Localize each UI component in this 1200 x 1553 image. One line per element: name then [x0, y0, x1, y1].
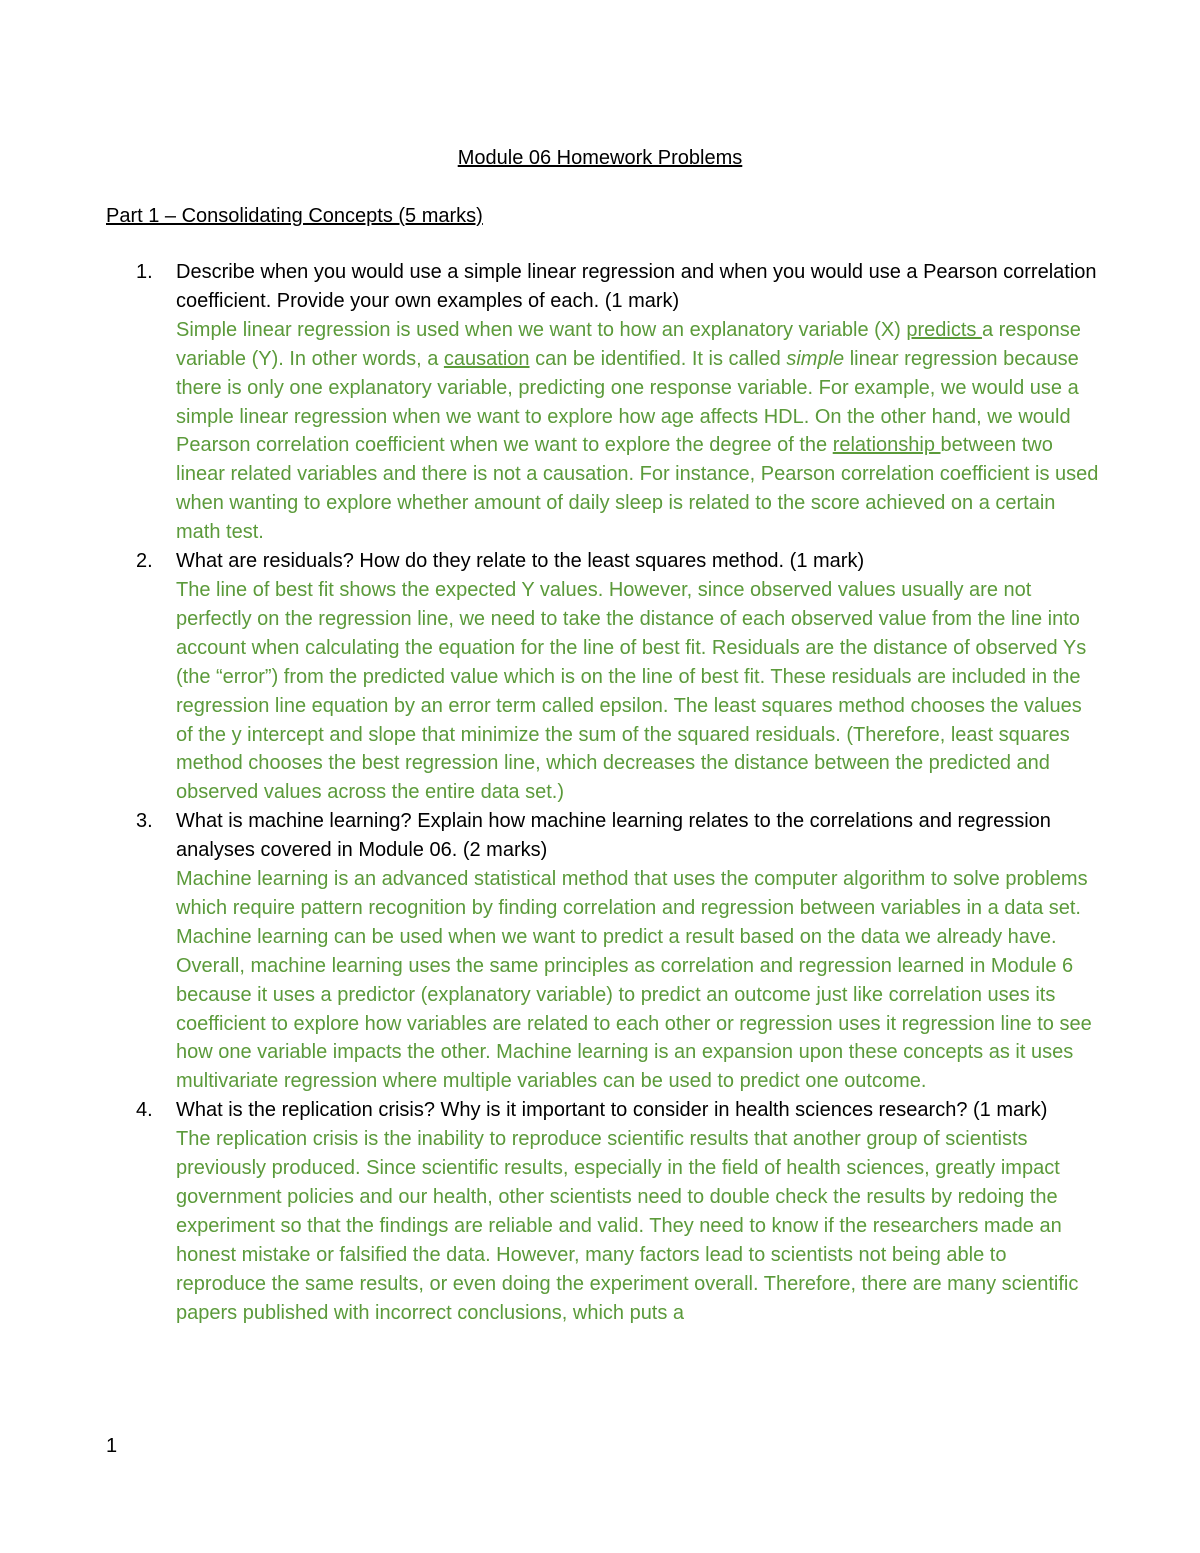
underlined-term: predicts	[906, 318, 982, 341]
answer-text: Machine learning is an advanced statistical method that uses the computer algorithm to solve problems which require pattern recognition by finding correlation and regression between variables in a data set. Machine learning can be used when we want to predict a result based on the data we already have. Overall, machine learning uses the same principles as correlation and regression learned in Module 6 because it uses a predictor (explanatory variable) to predict an outcome just like correlation uses its coefficient to explore how variables are related to each other or regression uses it regression line to see how one variable impacts the other. Machine learning is an expansion upon these concepts as it uses multivariate regression where multiple variables can be used to predict one outcome.	[176, 868, 1092, 1093]
question-number: 3.	[136, 810, 153, 833]
answer-segment: can be identified. It is called	[529, 347, 787, 370]
answer-text: The line of best fit shows the expected Y values. However, since observed values usually are not perfectly on the regression line, we need to take the distance of each observed value from the line into account when calculating the equation for the line of best fit. Residuals are the distance of observed Ys (the “error”) from the predicted value which is on the line of best fit. These residuals are included in the regression line equation by an error term called epsilon. The least squares method chooses the values of the y intercept and slope that minimize the sum of the squared residuals. (Therefore, least squares method chooses the best regression line, which decreases the distance between the predicted and observed values across the entire data set.)	[176, 578, 1087, 804]
question-number: 2.	[136, 550, 153, 573]
underlined-term: relationship	[832, 434, 941, 457]
question-number: 1.	[136, 261, 153, 283]
question-text: Describe when you would use a simple linear regression and when you would use a Pearson correlation coefficient. Provide your own examples of each. (1 mark)	[176, 261, 1097, 312]
question-number: 4.	[136, 1099, 153, 1122]
question-text: What are residuals? How do they relate to the least squares method. (1 mark)	[176, 550, 865, 573]
italic-term: simple	[786, 347, 845, 370]
answer-segment: Simple linear regression is used when we want to how an explanatory variable (X)	[176, 318, 907, 341]
question-list	[106, 258, 1100, 1328]
answer-segment: a response variable (Y). In other words, a	[176, 318, 1081, 370]
question-item	[106, 807, 1100, 1096]
question-text: What is machine learning? Explain how machine learning relates to the correlations and regression analyses covered in Module 06. (2 marks)	[176, 810, 1051, 862]
question-item	[106, 258, 1100, 547]
question-text: What is the replication crisis? Why is it important to consider in health sciences research? (1 mark)	[176, 1099, 1048, 1122]
page-title: Module 06 Homework Problems	[457, 147, 743, 169]
underlined-term: causation	[443, 347, 530, 370]
question-item	[106, 547, 1100, 807]
answer-segment: between two linear related variables and there is not a causation. For instance, Pearson correlation coefficient is used when wanting to explore whether amount of daily sleep is related to the score achieved on a certain math test.	[176, 434, 1099, 544]
answer-segment: linear regression because there is only one explanatory variable, predicting one response variable. For example, we would use a simple linear regression when we want to explore how age affects HDL. On the other hand, we would Pearson correlation coefficient when we want to explore the degree of the	[176, 347, 1079, 457]
page-number: 1	[106, 1435, 118, 1457]
answer-text: The replication crisis is the inability to reproduce scientific results that another group of scientists previously produced. Since scientific results, especially in the field of health sciences, greatly impact government policies and our health, other scientists need to double check the results by redoing the experiment so that the findings are reliable and valid. They need to know if the researchers made an honest mistake or falsified the data. However, many factors lead to scientists not being able to reproduce the same results, or even doing the experiment overall. Therefore, there are many scientific papers published with incorrect conclusions, which puts a	[176, 1128, 1079, 1324]
answer-text	[176, 316, 1100, 547]
question-item	[106, 1096, 1100, 1327]
part-heading: Part 1 – Consolidating Concepts (5 marks)	[106, 205, 483, 227]
